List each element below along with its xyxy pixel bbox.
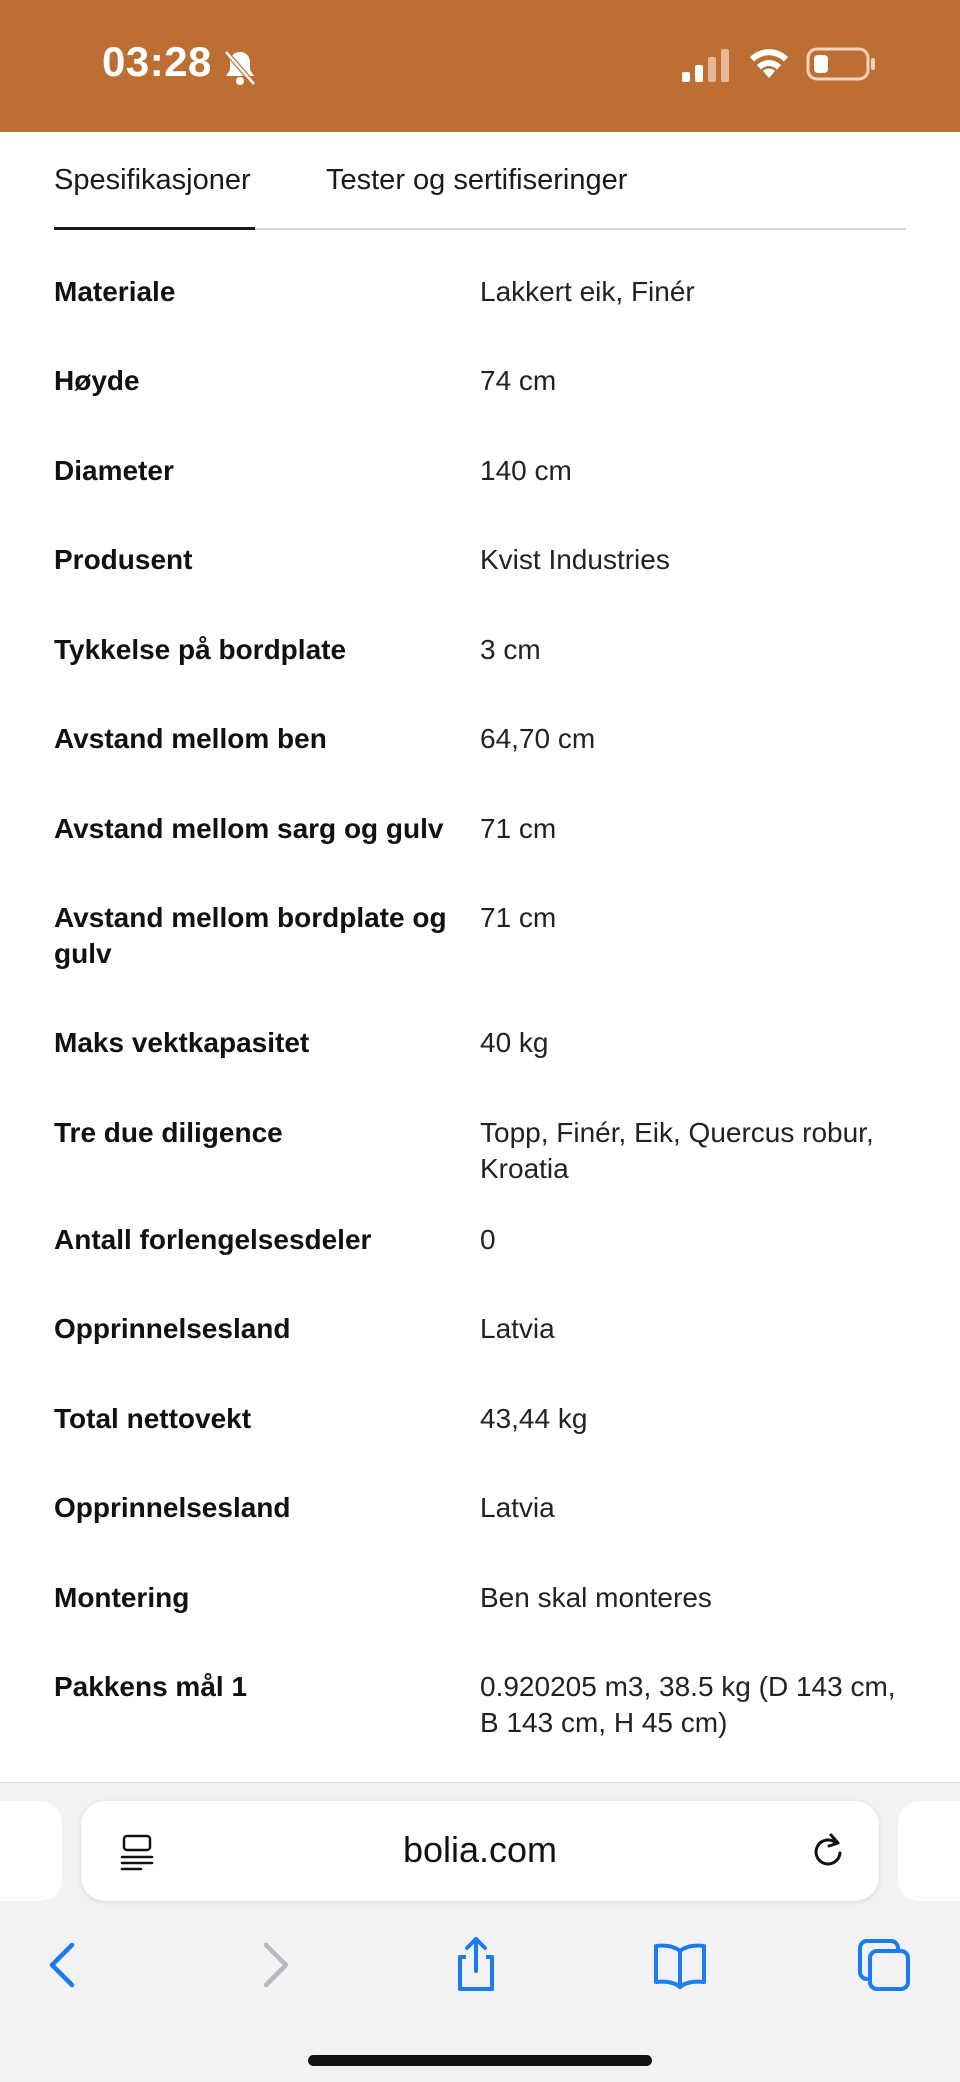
spec-row	[54, 1669, 914, 1759]
tabs-icon[interactable]	[854, 1935, 914, 1995]
spec-row	[54, 1115, 914, 1222]
tab-tester-og-sertifiseringer[interactable]: Tester og sertifiseringer	[326, 164, 628, 196]
spec-label: Tre due diligence	[54, 1117, 283, 1148]
spec-label: Montering	[54, 1582, 190, 1613]
spec-value: 64,70 cm	[480, 723, 596, 754]
bookmarks-icon[interactable]	[650, 1935, 710, 1995]
spec-label: Høyde	[54, 365, 140, 396]
spec-label: Avstand mellom ben	[54, 723, 327, 754]
spec-row	[54, 811, 914, 900]
spec-label: Pakkens mål 1	[54, 1671, 248, 1702]
specification-list	[54, 274, 914, 1759]
spec-row	[54, 900, 914, 1025]
spec-row	[54, 632, 914, 721]
next-tab-card[interactable]	[898, 1801, 960, 1901]
spec-label: Tykkelse på bordplate	[54, 634, 347, 665]
bell-slash-icon	[222, 48, 258, 88]
spec-label: Diameter	[54, 455, 174, 486]
spec-value: 40 kg	[480, 1027, 549, 1058]
spec-value: 3 cm	[480, 634, 541, 665]
spec-row	[54, 721, 914, 811]
status-bar	[0, 0, 960, 132]
tab-bar	[54, 132, 906, 230]
spec-value: Lakkert eik, Finér	[480, 276, 695, 307]
spec-label: Avstand mellom sarg og gulv	[54, 813, 444, 844]
spec-label: Opprinnelsesland	[54, 1492, 291, 1523]
spec-row	[54, 1222, 914, 1311]
spec-value: 71 cm	[480, 902, 557, 933]
spec-value: 74 cm	[480, 365, 557, 396]
spec-value: 140 cm	[480, 455, 572, 486]
spec-label: Produsent	[54, 544, 193, 575]
spec-value: 43,44 kg	[480, 1403, 588, 1434]
address-url[interactable]: bolia.com	[402, 1829, 558, 1870]
spec-row	[54, 274, 914, 363]
spec-value: 0.920205 m3, 38.5 kg (D 143 cm, B 143 cm, H 45 cm)	[480, 1671, 896, 1738]
cellular-signal-icon	[680, 48, 732, 82]
address-bar[interactable]	[81, 1801, 879, 1901]
spec-value: Latvia	[480, 1492, 555, 1523]
spec-label: Materiale	[54, 276, 176, 307]
browser-bottom-bar	[0, 1782, 960, 2082]
spec-label: Avstand mellom bordplate og gulv	[54, 902, 447, 969]
spec-value: Latvia	[480, 1313, 555, 1344]
home-indicator	[308, 2055, 652, 2066]
reload-icon[interactable]	[809, 1831, 849, 1871]
spec-row	[54, 1311, 914, 1401]
spec-label: Opprinnelsesland	[54, 1313, 291, 1344]
spec-row	[54, 542, 914, 632]
spec-label: Total nettovekt	[54, 1403, 252, 1434]
active-tab-indicator	[54, 227, 255, 230]
spec-row	[54, 1401, 914, 1490]
share-icon[interactable]	[446, 1935, 506, 1995]
forward-icon[interactable]	[244, 1935, 304, 1995]
spec-value: Kvist Industries	[480, 544, 670, 575]
spec-row	[54, 1580, 914, 1669]
spec-value: 0	[480, 1224, 496, 1255]
back-icon[interactable]	[34, 1935, 94, 1995]
battery-icon	[806, 46, 876, 82]
spec-value: 71 cm	[480, 813, 557, 844]
spec-row	[54, 1025, 914, 1115]
status-time: 03:28	[102, 38, 212, 85]
previous-tab-card[interactable]	[0, 1801, 62, 1901]
spec-label: Maks vektkapasitet	[54, 1027, 310, 1058]
tab-spesifikasjoner[interactable]: Spesifikasjoner	[54, 164, 251, 196]
spec-value: Topp, Finér, Eik, Quercus robur, Kroatia	[480, 1117, 874, 1184]
spec-row	[54, 453, 914, 542]
spec-value: Ben skal monteres	[480, 1582, 712, 1613]
spec-row	[54, 1490, 914, 1580]
wifi-icon	[746, 44, 792, 80]
spec-label: Antall forlengelsesdeler	[54, 1224, 372, 1255]
spec-row	[54, 363, 914, 453]
